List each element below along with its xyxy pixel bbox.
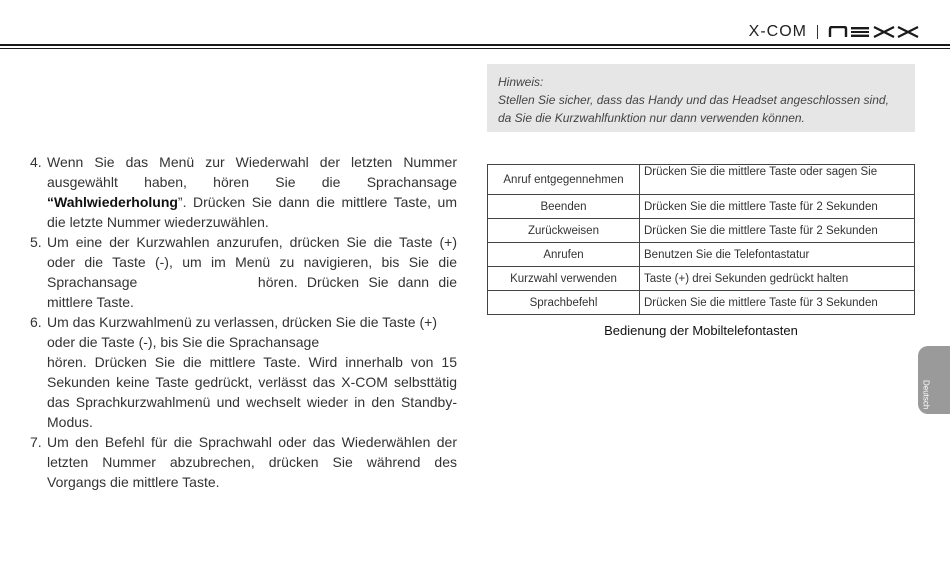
action-cell: Anrufen xyxy=(488,243,640,267)
mobile-controls-table xyxy=(487,164,915,315)
header-rule-thin xyxy=(0,48,950,49)
control-cell: Benutzen Sie die Telefontastatur xyxy=(640,243,915,267)
table-row xyxy=(488,195,915,219)
action-cell: Anruf entgegennehmen xyxy=(488,165,640,195)
action-cell: Sprachbefehl xyxy=(488,291,640,315)
list-item xyxy=(30,312,457,432)
step-number: 7. xyxy=(30,434,42,450)
language-tab-label: Deutsch xyxy=(921,380,931,410)
instruction-list xyxy=(30,152,457,492)
control-cell: Drücken Sie die mittlere Taste oder sagen Sie xyxy=(640,165,915,195)
step-text: Wenn Sie das Menü zur Wiederwahl der letzten Nummer ausgewählt haben, hören Sie die Sprachansage xyxy=(47,154,457,190)
note-box xyxy=(487,64,915,132)
note-text: Stellen Sie sicher, dass das Handy und das Headset angeschlossen sind, da Sie die Kurzwahlfunktion nur dann verwenden können. xyxy=(498,93,889,125)
table-row xyxy=(488,243,915,267)
list-item xyxy=(30,152,457,232)
action-cell: Zurückweisen xyxy=(488,219,640,243)
step-text: hören. Drücken Sie die mittlere Taste. Wird innerhalb von 15 Sekunden keine Taste gedrückt, verlässt das X-COM selbsttätig das Sprachkurzwahlmenü und wechselt wieder in den Standby-Modus. xyxy=(47,354,457,430)
step-number: 5. xyxy=(30,234,42,250)
control-cell: Drücken Sie die mittlere Taste für 2 Sekunden xyxy=(640,219,915,243)
list-item xyxy=(30,232,457,312)
step-text: hören. Drücken Sie dann die mittlere Taste. xyxy=(47,274,458,310)
control-cell: Drücken Sie die mittlere Taste für 2 Sekunden xyxy=(640,195,915,219)
list-item xyxy=(30,432,457,492)
control-cell: Taste (+) drei Sekunden gedrückt halten xyxy=(640,267,915,291)
step-text: Um das Kurzwahlmenü zu verlassen, drücken Sie die Taste (+) oder die Taste (-), bis Sie die Sprachansage xyxy=(47,314,437,350)
note-label: Hinweis: xyxy=(498,75,544,89)
table-row xyxy=(488,165,915,195)
step-text: Um den Befehl für die Sprachwahl oder das Wiederwählen der letzten Nummer abzubrechen, drücken Sie während des Vorgangs die mittlere Taste. xyxy=(47,434,457,490)
action-cell: Beenden xyxy=(488,195,640,219)
step-number: 6. xyxy=(30,314,42,330)
table-row xyxy=(488,267,915,291)
language-tab[interactable] xyxy=(918,346,950,414)
step-number: 4. xyxy=(30,154,42,170)
product-name: X-COM xyxy=(748,23,807,40)
nexx-logo-icon xyxy=(828,26,920,38)
table-caption: Bedienung der Mobiltelefontasten xyxy=(604,323,798,338)
action-cell: Kurzwahl verwenden xyxy=(488,267,640,291)
table-row xyxy=(488,219,915,243)
brand-separator xyxy=(817,25,818,39)
voice-prompt: “Wahlwiederholung xyxy=(47,194,178,210)
step-text: ”. Drücken Sie dann die mittlere Taste, um die letzte Nummer wiederzuwählen. xyxy=(47,194,457,230)
header-brand xyxy=(749,22,920,42)
table-row xyxy=(488,291,915,315)
step-text: Um eine der Kurzwahlen anzurufen, drücken Sie die Taste (+) oder die Taste (-), um im Menü zu navigieren, bis Sie die Sprachansage xyxy=(47,234,457,290)
header-rule-thick xyxy=(0,44,950,46)
control-cell: Drücken Sie die mittlere Taste für 3 Sekunden xyxy=(640,291,915,315)
